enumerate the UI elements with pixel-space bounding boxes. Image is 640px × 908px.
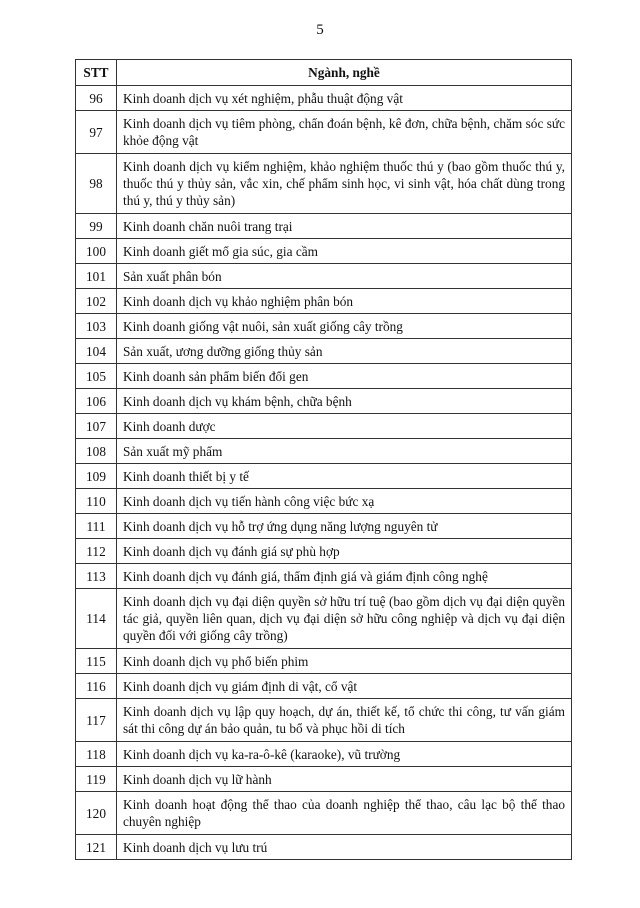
row-text: Kinh doanh dịch vụ khảo nghiệm phân bón [117, 289, 572, 314]
row-number: 98 [76, 154, 117, 214]
row-number: 108 [76, 439, 117, 464]
business-lines-table [75, 59, 572, 860]
row-number: 109 [76, 464, 117, 489]
table-row [76, 239, 572, 264]
row-number: 107 [76, 414, 117, 439]
row-text: Kinh doanh dịch vụ hỗ trợ ứng dụng năng lượng nguyên tử [117, 514, 572, 539]
table-row [76, 86, 572, 111]
row-text: Kinh doanh dịch vụ kiểm nghiệm, khảo nghiệm thuốc thú y (bao gồm thuốc thú y, thuốc thú y thủy sản, vắc xin, chế phẩm sinh học, vi sinh vật, hóa chất dùng trong thú y, thú y thủy sản) [117, 154, 572, 214]
row-text: Kinh doanh dịch vụ ka-ra-ô-kê (karaoke), vũ trường [117, 742, 572, 767]
row-text: Kinh doanh dịch vụ khám bệnh, chữa bệnh [117, 389, 572, 414]
row-text: Kinh doanh dịch vụ xét nghiệm, phẫu thuật động vật [117, 86, 572, 111]
row-number: 120 [76, 792, 117, 835]
row-number: 102 [76, 289, 117, 314]
row-number: 97 [76, 111, 117, 154]
row-text: Kinh doanh chăn nuôi trang trại [117, 214, 572, 239]
table-row [76, 464, 572, 489]
row-number: 103 [76, 314, 117, 339]
row-text: Kinh doanh sản phẩm biến đổi gen [117, 364, 572, 389]
row-text: Kinh doanh hoạt động thể thao của doanh nghiệp thể thao, câu lạc bộ thể thao chuyên nghiệp [117, 792, 572, 835]
row-number: 116 [76, 674, 117, 699]
row-text: Kinh doanh dịch vụ tiêm phòng, chẩn đoán bệnh, kê đơn, chữa bệnh, chăm sóc sức khỏe động vật [117, 111, 572, 154]
table-row [76, 489, 572, 514]
table-row [76, 389, 572, 414]
table-row [76, 792, 572, 835]
row-number: 99 [76, 214, 117, 239]
table-header-row [76, 60, 572, 86]
row-number: 104 [76, 339, 117, 364]
table-row [76, 742, 572, 767]
table-row [76, 339, 572, 364]
table-row [76, 314, 572, 339]
row-text: Kinh doanh dược [117, 414, 572, 439]
table-row [76, 111, 572, 154]
row-number: 110 [76, 489, 117, 514]
row-number: 112 [76, 539, 117, 564]
row-number: 105 [76, 364, 117, 389]
row-number: 119 [76, 767, 117, 792]
row-number: 115 [76, 649, 117, 674]
row-text: Kinh doanh dịch vụ lữ hành [117, 767, 572, 792]
row-text: Kinh doanh giống vật nuôi, sản xuất giống cây trồng [117, 314, 572, 339]
table-row [76, 514, 572, 539]
row-number: 101 [76, 264, 117, 289]
table-row [76, 264, 572, 289]
row-number: 117 [76, 699, 117, 742]
row-number: 96 [76, 86, 117, 111]
row-text: Kinh doanh dịch vụ giám định di vật, cổ vật [117, 674, 572, 699]
page-number: 5 [316, 22, 324, 38]
row-number: 114 [76, 589, 117, 649]
row-number: 113 [76, 564, 117, 589]
table-row [76, 214, 572, 239]
table-row [76, 414, 572, 439]
row-text: Kinh doanh dịch vụ đại diện quyền sở hữu trí tuệ (bao gồm dịch vụ đại diện quyền tác giả, quyền liên quan, dịch vụ đại diện sở hữu công nghiệp và dịch vụ đại diện quyền đối với giống cây trồng) [117, 589, 572, 649]
table-row [76, 154, 572, 214]
table-row [76, 564, 572, 589]
row-text: Kinh doanh dịch vụ đánh giá, thẩm định giá và giám định công nghệ [117, 564, 572, 589]
row-text: Kinh doanh giết mổ gia súc, gia cầm [117, 239, 572, 264]
table-row [76, 289, 572, 314]
table-row [76, 649, 572, 674]
row-number: 100 [76, 239, 117, 264]
table-row [76, 767, 572, 792]
row-text: Sản xuất phân bón [117, 264, 572, 289]
table-row [76, 439, 572, 464]
row-text: Kinh doanh dịch vụ lưu trú [117, 835, 572, 860]
row-text: Sản xuất, ương dưỡng giống thủy sản [117, 339, 572, 364]
table-row [76, 539, 572, 564]
row-number: 111 [76, 514, 117, 539]
row-text: Kinh doanh thiết bị y tế [117, 464, 572, 489]
table-row [76, 699, 572, 742]
header-stt: STT [76, 60, 117, 86]
header-nganh-nghe: Ngành, nghề [117, 60, 572, 86]
row-text: Kinh doanh dịch vụ tiến hành công việc bức xạ [117, 489, 572, 514]
table-row [76, 674, 572, 699]
table-row [76, 835, 572, 860]
row-number: 118 [76, 742, 117, 767]
row-text: Kinh doanh dịch vụ đánh giá sự phù hợp [117, 539, 572, 564]
table-row [76, 364, 572, 389]
table-row [76, 589, 572, 649]
row-text: Kinh doanh dịch vụ phổ biến phim [117, 649, 572, 674]
row-number: 106 [76, 389, 117, 414]
row-text: Kinh doanh dịch vụ lập quy hoạch, dự án, thiết kế, tổ chức thi công, tư vấn giám sát thi công dự án bảo quản, tu bổ và phục hồi di tích [117, 699, 572, 742]
row-text: Sản xuất mỹ phẩm [117, 439, 572, 464]
row-number: 121 [76, 835, 117, 860]
